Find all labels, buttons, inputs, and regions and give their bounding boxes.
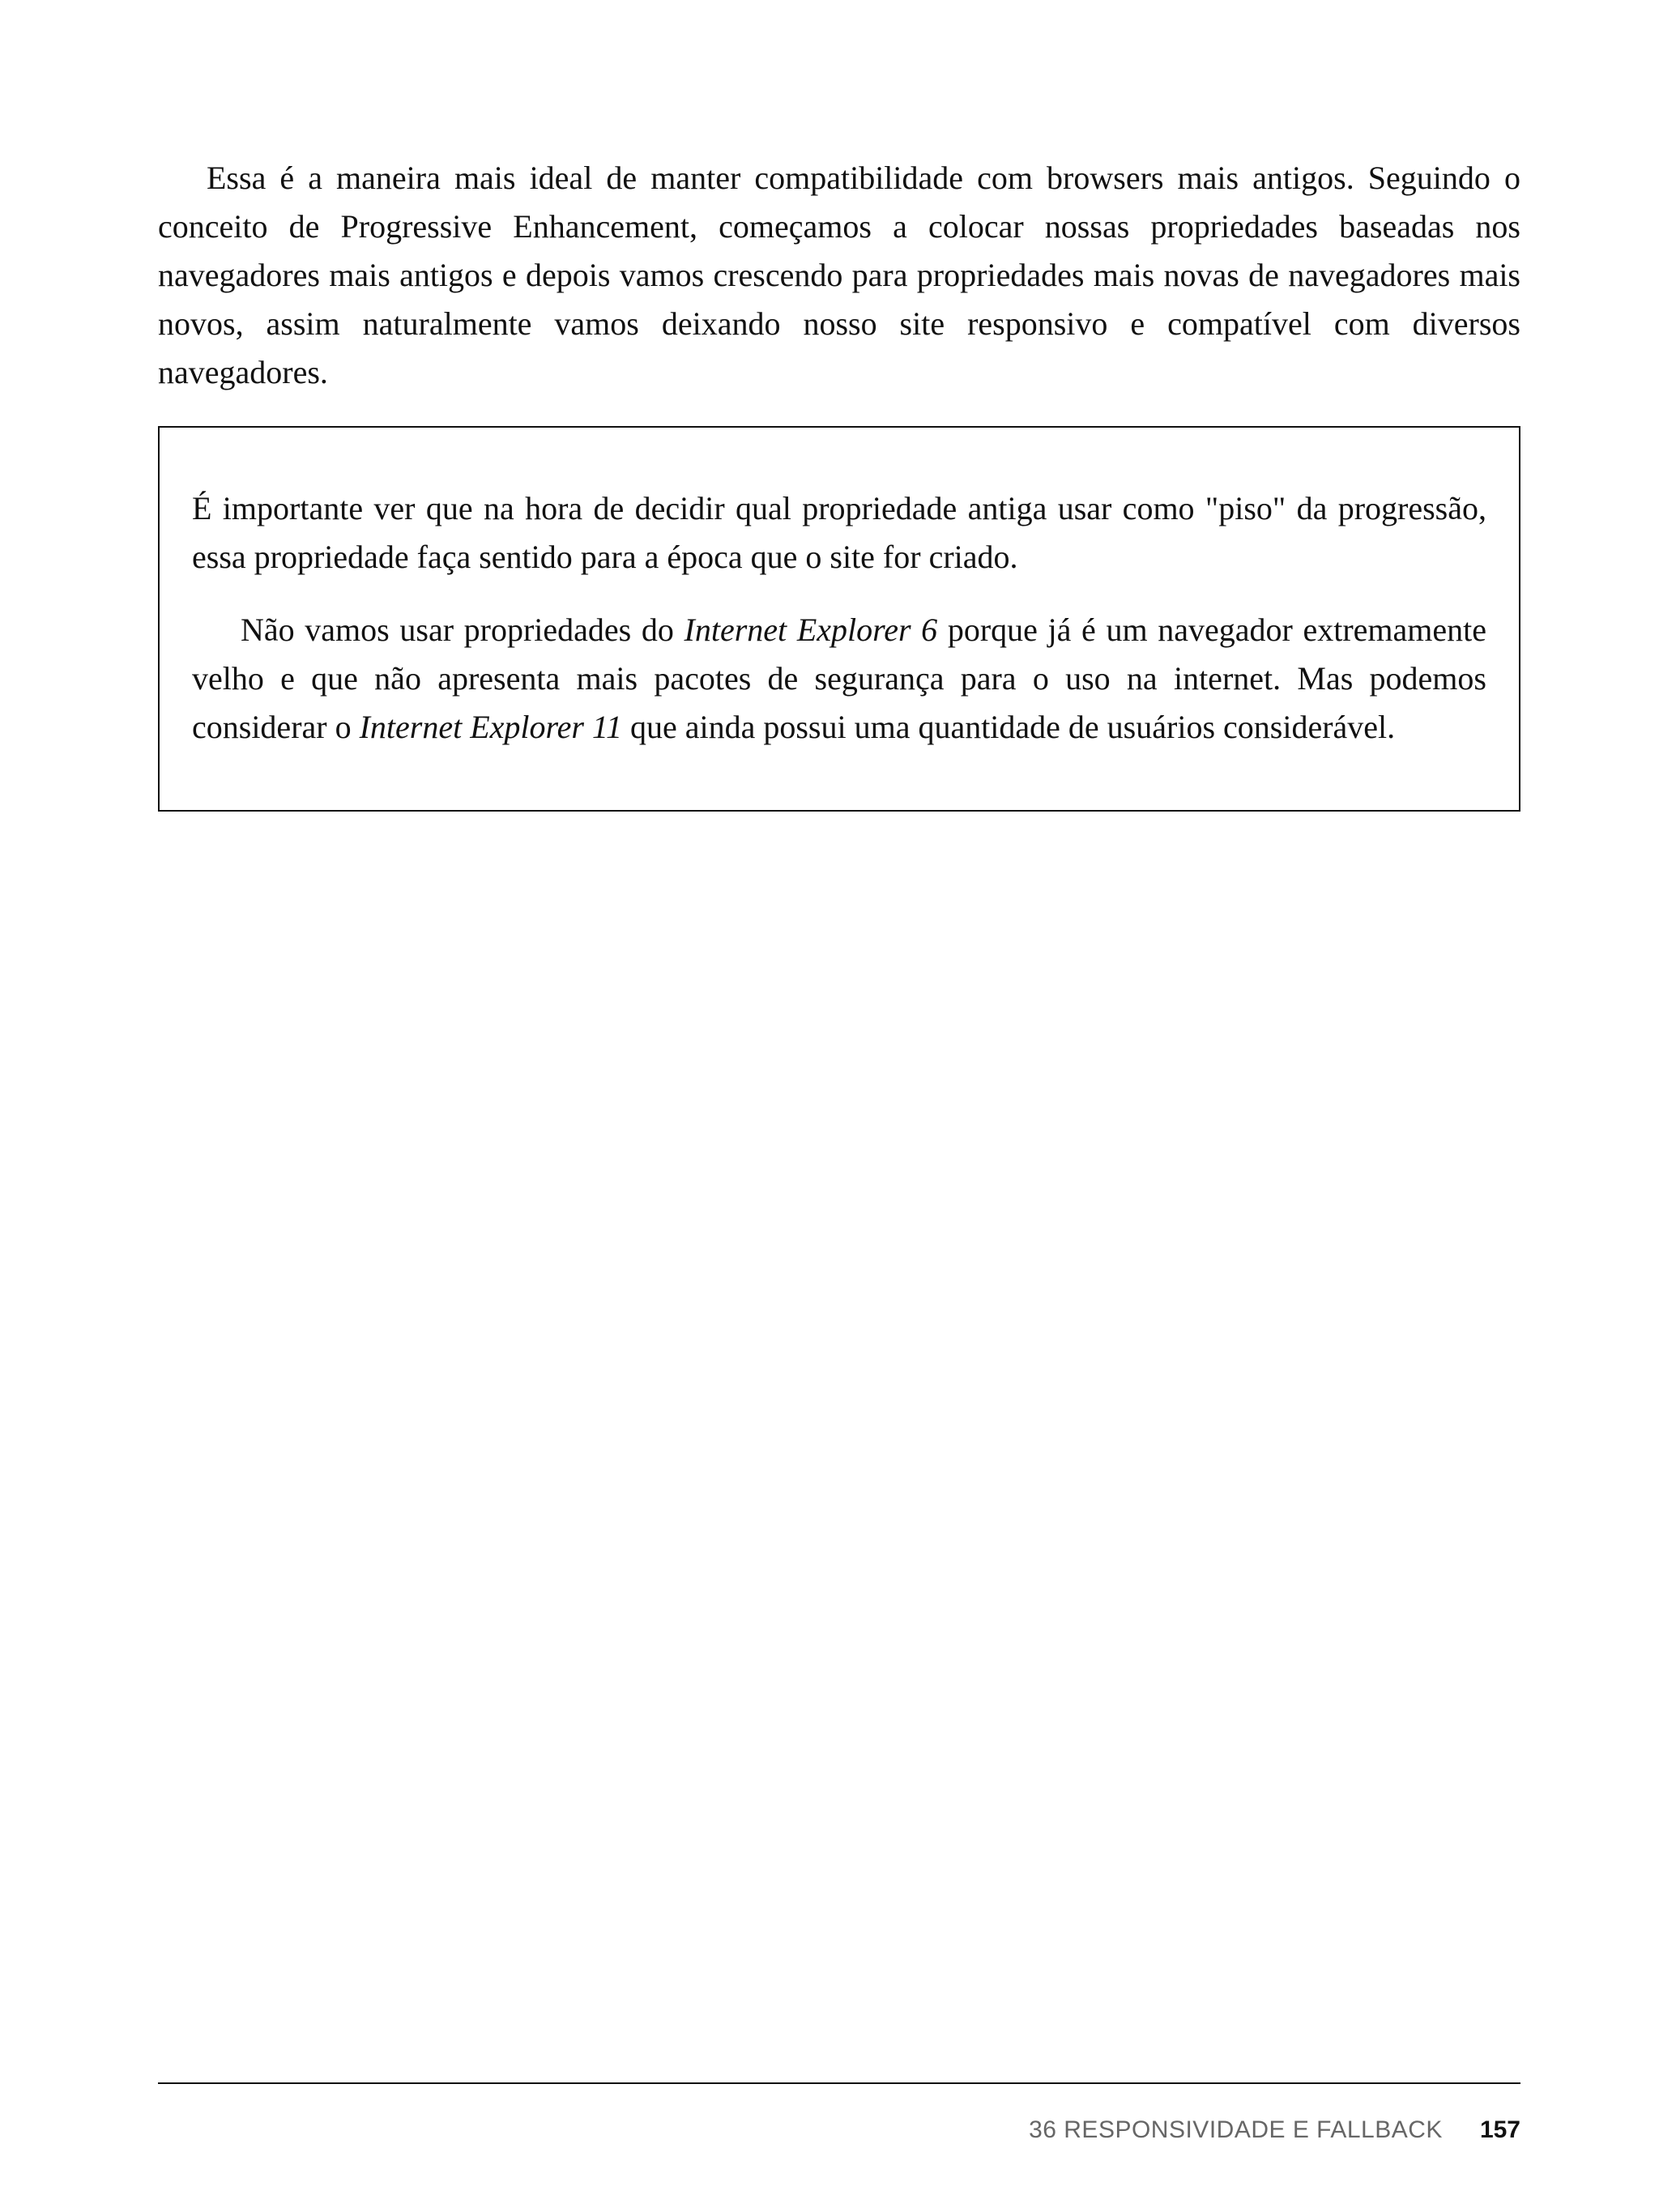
ie11-emphasis: Internet Explorer 11	[359, 709, 622, 745]
footer-divider	[158, 2082, 1520, 2084]
main-content	[158, 154, 1520, 397]
note-paragraph-2	[192, 606, 1486, 752]
note-paragraph-2-part-3: que ainda possui uma quantidade de usuários considerável.	[621, 709, 1396, 745]
page-footer	[158, 2114, 1520, 2146]
ie6-emphasis: Internet Explorer 6	[684, 612, 938, 648]
note-paragraph-2-part-2: porque já é um navegador extremamente velho e que não apresenta mais pacotes de segurança para o uso na internet. Mas podemos considerar o	[192, 612, 1486, 745]
note-box	[158, 426, 1520, 812]
note-paragraph-2-part-1: Não vamos usar propriedades do	[241, 612, 684, 648]
note-paragraph-1: É importante ver que na hora de decidir qual propriedade antiga usar como "piso" da progressão, essa propriedade faça sentido para a época que o site for criado.	[192, 490, 1486, 575]
body-paragraph: Essa é a maneira mais ideal de manter compatibilidade com browsers mais antigos. Seguindo o conceito de Progressive Enhancement, começamos a colocar nossas propriedades baseadas nos navegadores mais antigos e depois vamos crescendo para propriedades mais novas de navegadores mais novos, assim naturalmente vamos deixando nosso site responsivo e compatível com diversos navegadores.	[158, 160, 1520, 390]
footer-chapter-title: 36 RESPONSIVIDADE E FALLBACK	[1029, 2116, 1443, 2143]
footer-page-number: 157	[1479, 2116, 1520, 2143]
